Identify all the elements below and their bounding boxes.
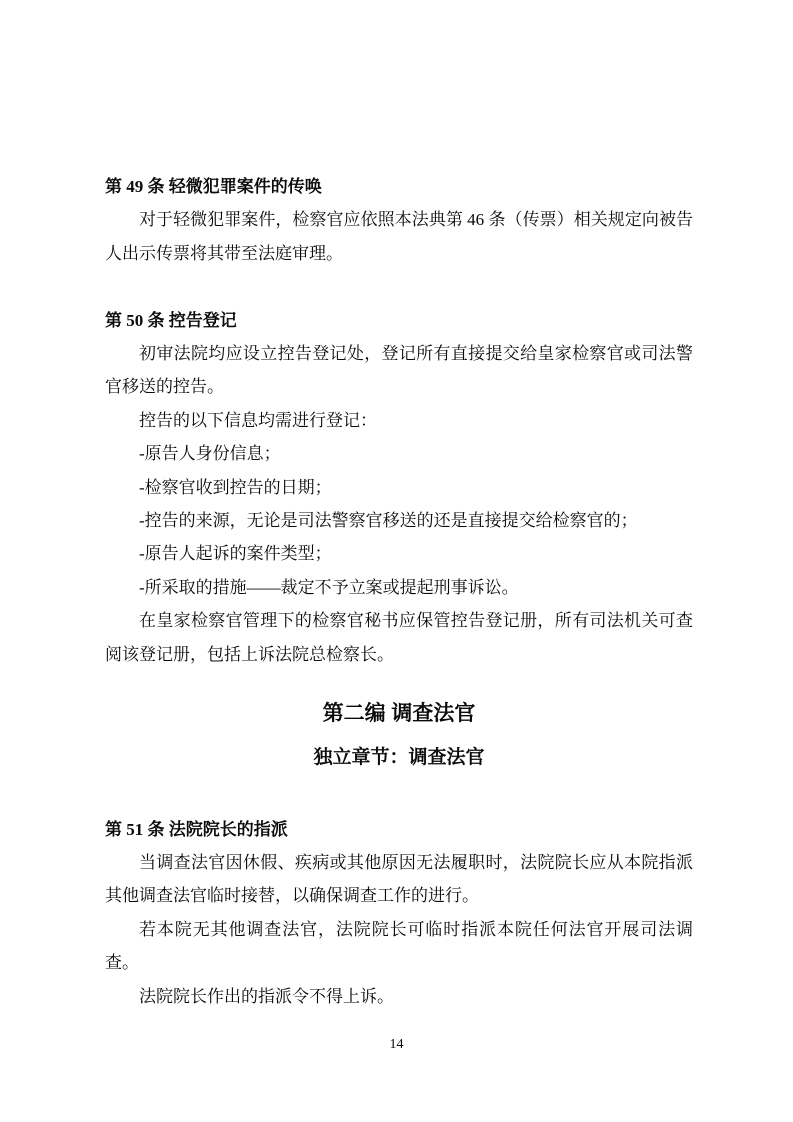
article-50-list-item: -所采取的措施——裁定不予立案或提起刑事诉讼。 <box>139 577 519 597</box>
article-50-paragraph: 在皇家检察官管理下的检察官秘书应保管控告登记册，所有司法机关可查阅该登记册，包括上诉法院总检察长。 <box>105 611 693 664</box>
article-49-paragraph: 对于轻微犯罪案件，检察官应依照本法典第 46 条（传票）相关规定向被告人出示传票将其带至法庭审理。 <box>105 210 693 263</box>
article-50-paragraph: 初审法院均应设立控告登记处，登记所有直接提交给皇家检察官或司法警官移送的控告。 <box>105 344 693 397</box>
article-50-list-item: -检察官收到控告的日期； <box>139 477 332 497</box>
article-51-paragraph: 法院院长作出的指派令不得上诉。 <box>139 986 394 1006</box>
article-51-heading: 第 51 条 法院院长的指派 <box>105 819 288 839</box>
part-heading: 第二编 调查法官 <box>322 702 476 726</box>
page-number: 14 <box>389 1037 404 1052</box>
page-content <box>105 170 693 1013</box>
article-50-list-item: -原告人身份信息； <box>139 444 281 464</box>
article-50-paragraph: 控告的以下信息均需进行登记： <box>139 410 377 430</box>
chapter-heading: 独立章节：调查法官 <box>313 747 485 769</box>
article-49-heading: 第 49 条 轻微犯罪案件的传唤 <box>105 177 322 196</box>
article-51-paragraph: 当调查法官因休假、疾病或其他原因无法履职时，法院院长应从本院指派其他调查法官临时接替，以确保调查工作的进行。 <box>105 852 693 906</box>
article-50-list-item: -原告人起诉的案件类型； <box>139 544 332 564</box>
article-50-heading: 第 50 条 控告登记 <box>105 310 237 330</box>
article-51-paragraph: 若本院无其他调查法官，法院院长可临时指派本院任何法官开展司法调查。 <box>105 919 693 973</box>
article-50-list-item: -控告的来源，无论是司法警察官移送的还是直接提交给检察官的； <box>139 511 638 531</box>
